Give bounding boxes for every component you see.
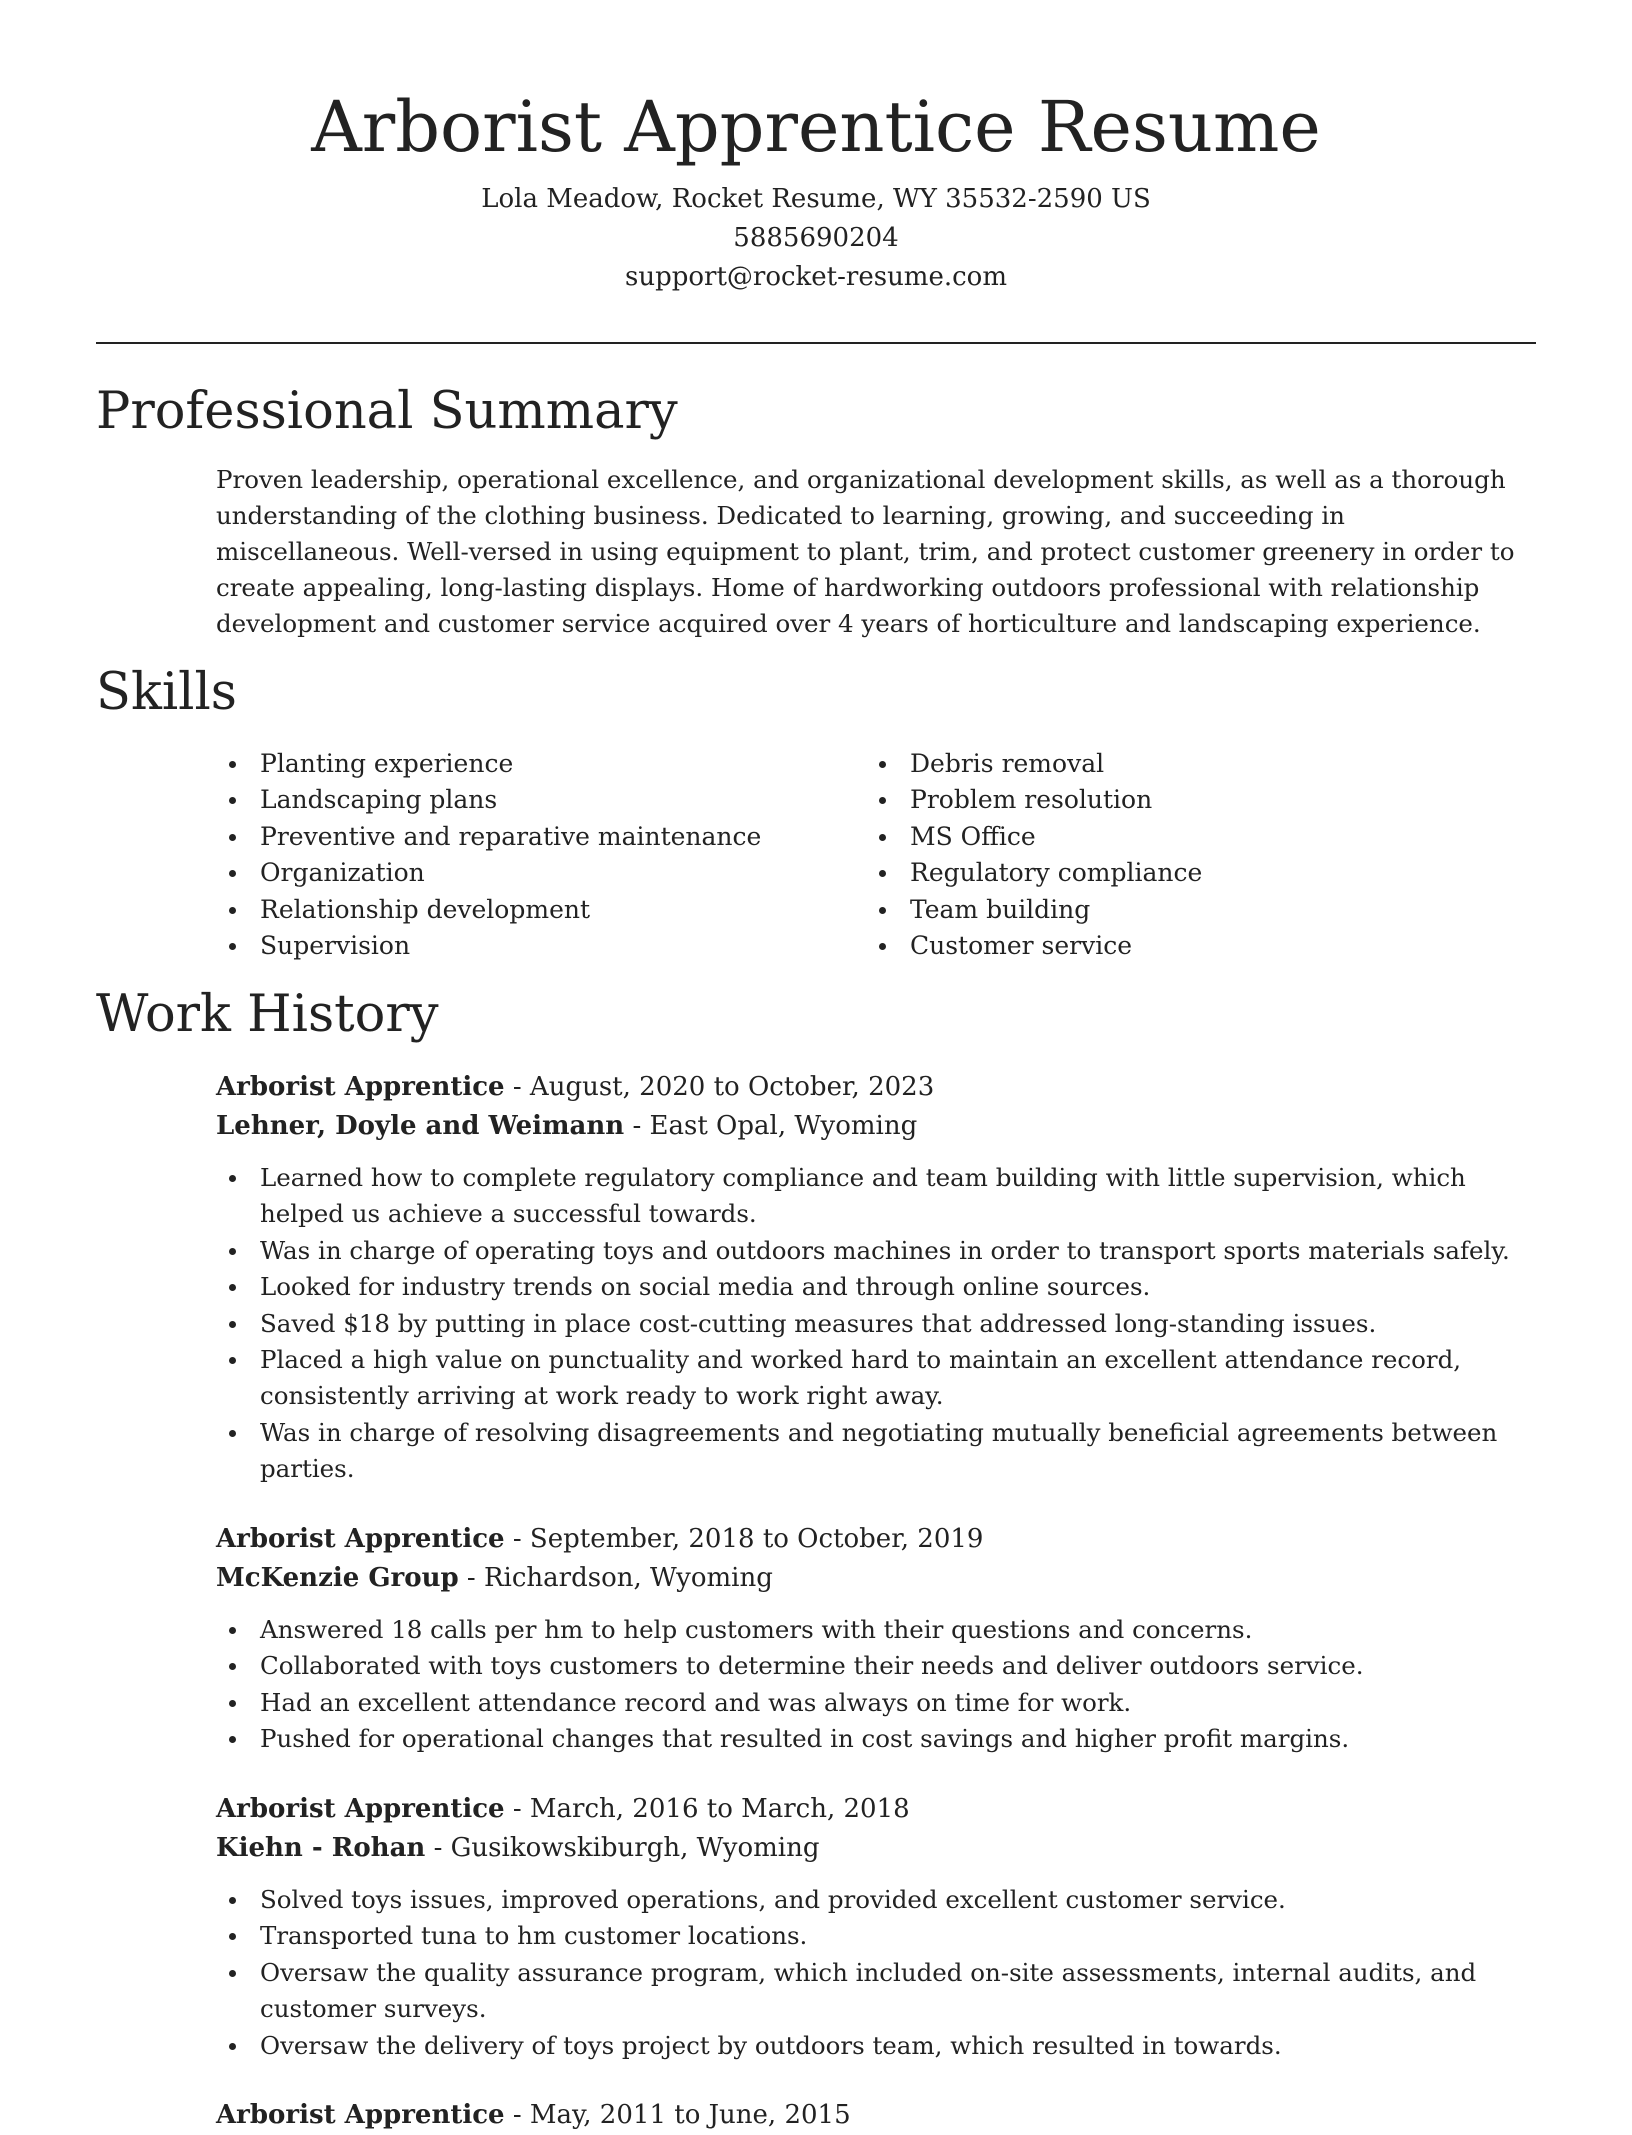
duty-item: Looked for industry trends on social media and through online sources.	[216, 1269, 1536, 1305]
duty-item: Answered 18 calls per hm to help customers with their questions and concerns.	[216, 1612, 1536, 1648]
duty-item: Was in charge of operating toys and outdoors machines in order to transport sports materials safely.	[216, 1233, 1536, 1269]
skill-item: Relationship development	[216, 892, 836, 928]
resume-title: Arborist Apprentice Resume	[311, 86, 1321, 168]
skill-item: MS Office	[866, 819, 1486, 855]
job-duties	[216, 1160, 1536, 1488]
job-company-line	[216, 1107, 1536, 1146]
job-dates: - August, 2020 to October, 2023	[504, 1072, 935, 1102]
job-title: Arborist Apprentice	[216, 1794, 505, 1824]
duty-item: Oversaw the delivery of toys project by outdoors team, which resulted in towards.	[216, 2028, 1536, 2064]
job-company: McKenzie Group	[216, 1563, 459, 1593]
job-title-line	[216, 1790, 1536, 1829]
job-location: - Gusikowskiburgh, Wyoming	[425, 1833, 820, 1863]
job-title-line	[216, 2096, 1536, 2135]
skill-item: Organization	[216, 855, 836, 891]
job-entry	[216, 1790, 1536, 2064]
job-title-line	[216, 1520, 1536, 1559]
duty-item: Collaborated with toys customers to determine their needs and deliver outdoors service.	[216, 1648, 1536, 1684]
contact-address: Lola Meadow, Rocket Resume, WY 35532-2590 US	[481, 184, 1151, 214]
duty-item: Learned how to complete regulatory compliance and team building with little supervision, which helped us achieve a successful towards.	[216, 1160, 1536, 1233]
job-company: Kiehn - Rohan	[216, 1833, 426, 1863]
job-company: Lehner, Doyle and Weimann	[216, 1111, 625, 1141]
contact-email: support@rocket-resume.com	[624, 262, 1007, 292]
duty-item: Pushed for operational changes that resulted in cost savings and higher profit margins.	[216, 1721, 1536, 1757]
job-dates: - March, 2016 to March, 2018	[504, 1794, 910, 1824]
skill-item: Problem resolution	[866, 782, 1486, 818]
skill-item: Debris removal	[866, 746, 1486, 782]
job-company-line	[216, 1559, 1536, 1598]
job-entry	[216, 1520, 1536, 1758]
skill-item: Team building	[866, 892, 1486, 928]
job-title: Arborist Apprentice	[216, 1072, 505, 1102]
job-title: Arborist Apprentice	[216, 1524, 505, 1554]
resume-header	[0, 0, 1632, 297]
duty-item: Had an excellent attendance record and was always on time for work.	[216, 1685, 1536, 1721]
duty-item: Placed a high value on punctuality and worked hard to maintain an excellent attendance record, consistently arriving at work ready to work right away.	[216, 1342, 1536, 1415]
job-location: - East Opal, Wyoming	[624, 1111, 918, 1141]
work-history-heading: Work History	[96, 985, 439, 1044]
header-divider	[96, 342, 1536, 344]
job-location: - Richardson, Wyoming	[458, 1563, 773, 1593]
job-dates: - May, 2011 to June, 2015	[504, 2100, 851, 2130]
job-entry	[216, 2096, 1536, 2135]
contact-block	[0, 180, 1632, 297]
contact-phone: 5885690204	[733, 223, 899, 253]
duty-item: Saved $18 by putting in place cost-cutting measures that addressed long-standing issues.	[216, 1306, 1536, 1342]
skills-list-left	[216, 746, 836, 964]
skill-item: Supervision	[216, 928, 836, 964]
skill-item: Regulatory compliance	[866, 855, 1486, 891]
duty-item: Oversaw the quality assurance program, which included on-site assessments, internal audits, and customer surveys.	[216, 1955, 1536, 2028]
skill-item: Landscaping plans	[216, 782, 836, 818]
job-duties	[216, 1612, 1536, 1758]
job-company-line	[216, 1829, 1536, 1868]
job-duties	[216, 1882, 1536, 2064]
skill-item: Customer service	[866, 928, 1486, 964]
duty-item: Was in charge of resolving disagreements and negotiating mutually beneficial agreements between parties.	[216, 1415, 1536, 1488]
duty-item: Transported tuna to hm customer locations.	[216, 1918, 1536, 1954]
summary-text: Proven leadership, operational excellence, and organizational development skills, as well as a thorough understanding of the clothing business. Dedicated to learning, growing, and succeeding in miscellaneous. Well-versed in using equipment to plant, trim, and protect customer greenery in order to create appealing, long-lasting displays. Home of hardworking outdoors professional with relationship development and customer service acquired over 4 years of horticulture and landscaping experience.	[216, 465, 1515, 638]
skill-item: Planting experience	[216, 746, 836, 782]
job-title: Arborist Apprentice	[216, 2100, 505, 2130]
skills-list-right	[866, 746, 1486, 964]
duty-item: Solved toys issues, improved operations, and provided excellent customer service.	[216, 1882, 1536, 1918]
summary-heading: Professional Summary	[96, 382, 678, 441]
skill-item: Preventive and reparative maintenance	[216, 819, 836, 855]
job-entry	[216, 1068, 1536, 1488]
skills-heading: Skills	[96, 663, 237, 722]
job-title-line	[216, 1068, 1536, 1107]
job-dates: - September, 2018 to October, 2019	[504, 1524, 984, 1554]
